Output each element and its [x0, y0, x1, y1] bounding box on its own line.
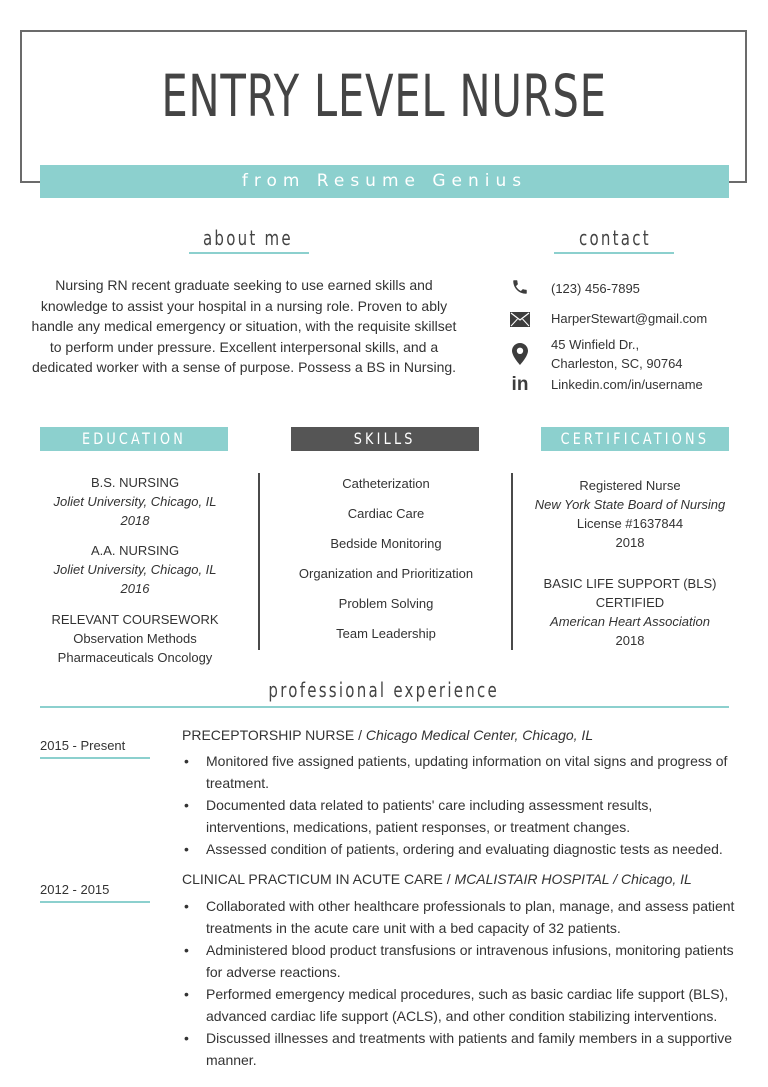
contact-email: [508, 309, 708, 329]
certifications-column: [520, 476, 740, 650]
certification-year: 2018: [615, 633, 645, 648]
skills-column: [262, 474, 510, 654]
address-line-1: 45 Winfield Dr.,: [551, 337, 640, 352]
contact-phone: [508, 277, 640, 297]
job-bullets: [182, 750, 737, 860]
coursework-line: Observation Methods: [73, 631, 197, 646]
about-heading-text: about me: [203, 226, 293, 250]
skill-item: Catheterization: [342, 476, 430, 491]
separator: /: [354, 727, 366, 743]
divider-left: [258, 473, 260, 650]
skills-heading: SKILLS: [354, 429, 416, 448]
bullet-item: • Documented data related to patients' care including assessment results, interventions, medications, patient responses, or treatment changes.: [182, 794, 737, 838]
certification-name: Registered Nurse: [579, 478, 681, 493]
experience-heading-text: professional experience: [268, 678, 500, 702]
job-dates: 2012 - 2015: [40, 882, 110, 897]
job-title: [182, 871, 692, 887]
bullet-item: • Administered blood product transfusions or intravenous infusions, monitoring patients for adverse reactions.: [182, 939, 737, 983]
certification-year: 2018: [615, 535, 645, 550]
skill-item: Cardiac Care: [347, 506, 425, 521]
separator: /: [442, 871, 455, 887]
job-dates-underline: [40, 901, 150, 903]
email-address[interactable]: HarperStewart@gmail.com: [551, 311, 708, 326]
job-title: [182, 727, 593, 743]
about-paragraph: Nursing RN recent graduate seeking to use earned skills and knowledge to assist your hospital in a nursing role. Proven to ably handle any medical emergency or situation, with the requisite skillset to perform under pressure. Excellent interpersonal skills, and a dedicated worker with a sense of purpose. Possess a BS in Nursing.: [31, 277, 457, 375]
contact-underline: [554, 252, 674, 254]
education-entry: [30, 541, 240, 598]
experience-heading: [230, 678, 538, 702]
coursework-heading: RELEVANT COURSEWORK: [51, 612, 219, 627]
education-column: [30, 473, 240, 667]
coursework-line: Pharmaceuticals Oncology: [57, 650, 213, 665]
contact-address: [508, 337, 683, 371]
subtitle-banner: from Resume Genius: [40, 165, 729, 198]
skills-band: [291, 427, 479, 451]
education-heading: EDUCATION: [81, 429, 187, 448]
certification-entry: [520, 574, 740, 650]
school: Joliet University, Chicago, IL: [53, 562, 217, 577]
skill-item: Problem Solving: [338, 596, 434, 611]
skill-item: Bedside Monitoring: [330, 536, 442, 551]
certification-name: BASIC LIFE SUPPORT (BLS): [543, 576, 717, 591]
contact-heading: [555, 226, 675, 250]
license-number: License #1637844: [576, 516, 684, 531]
skill-item: Organization and Prioritization: [298, 566, 474, 581]
degree: B.S. NURSING: [90, 475, 180, 490]
contact-heading-text: contact: [579, 226, 651, 250]
job-bullets: [182, 895, 737, 1071]
certification-issuer: American Heart Association: [550, 614, 710, 629]
address: [551, 335, 683, 373]
address-line-2: Charleston, SC, 90764: [551, 356, 683, 371]
about-underline: [189, 252, 309, 254]
phone-number[interactable]: (123) 456-7895: [551, 281, 640, 296]
position: CLINICAL PRACTICUM IN ACUTE CARE: [182, 871, 443, 887]
graduation-year: 2018: [120, 513, 150, 528]
education-entry: [30, 473, 240, 530]
experience-underline: [40, 706, 729, 708]
resume-title: ENTRY LEVEL NURSE: [161, 62, 607, 130]
envelope-icon: [508, 309, 532, 329]
education-band: [40, 427, 228, 451]
bullet-item: • Collaborated with other healthcare professionals to plan, manage, and assess patient treatments in the acute care unit with a bed capacity of 32 patients.: [182, 895, 737, 939]
skill-item: Team Leadership: [336, 626, 436, 641]
about-heading: [188, 226, 308, 250]
coursework: [30, 610, 240, 667]
certification-name-line-2: CERTIFIED: [595, 595, 665, 610]
bullet-item: • Monitored five assigned patients, updating information on vital signs and progress of treatment.: [182, 750, 737, 794]
bullet-item: • Performed emergency medical procedures, such as basic cardiac life support (BLS), advanced cardiac life support (ACLS), and other condition stabilizing interventions.: [182, 983, 737, 1027]
job-dates: 2015 - Present: [40, 738, 126, 753]
phone-icon: [508, 277, 532, 297]
location-pin-icon: [508, 342, 532, 366]
bullet-item: • Assessed condition of patients, ordering and evaluating diagnostic tests as needed.: [182, 838, 737, 860]
employer: Chicago Medical Center, Chicago, IL: [365, 727, 594, 743]
position: PRECEPTORSHIP NURSE: [182, 727, 355, 743]
employer: MCALISTAIR HOSPITAL / Chicago, IL: [454, 871, 692, 887]
contact-linkedin: [508, 374, 703, 395]
bullet-item: • Discussed illnesses and treatments with patients and family members in a supportive manner.: [182, 1027, 737, 1071]
job-dates-underline: [40, 757, 150, 759]
linkedin-icon: in: [511, 374, 529, 395]
certifications-band: [541, 427, 729, 451]
degree: A.A. NURSING: [90, 543, 180, 558]
certification-entry: [520, 476, 740, 552]
divider-right: [511, 473, 513, 650]
certification-issuer: New York State Board of Nursing: [534, 497, 726, 512]
graduation-year: 2016: [120, 581, 150, 596]
school: Joliet University, Chicago, IL: [53, 494, 217, 509]
linkedin-url[interactable]: Linkedin.com/in/username: [551, 377, 703, 392]
certifications-heading: CERTIFICATIONS: [560, 429, 710, 448]
